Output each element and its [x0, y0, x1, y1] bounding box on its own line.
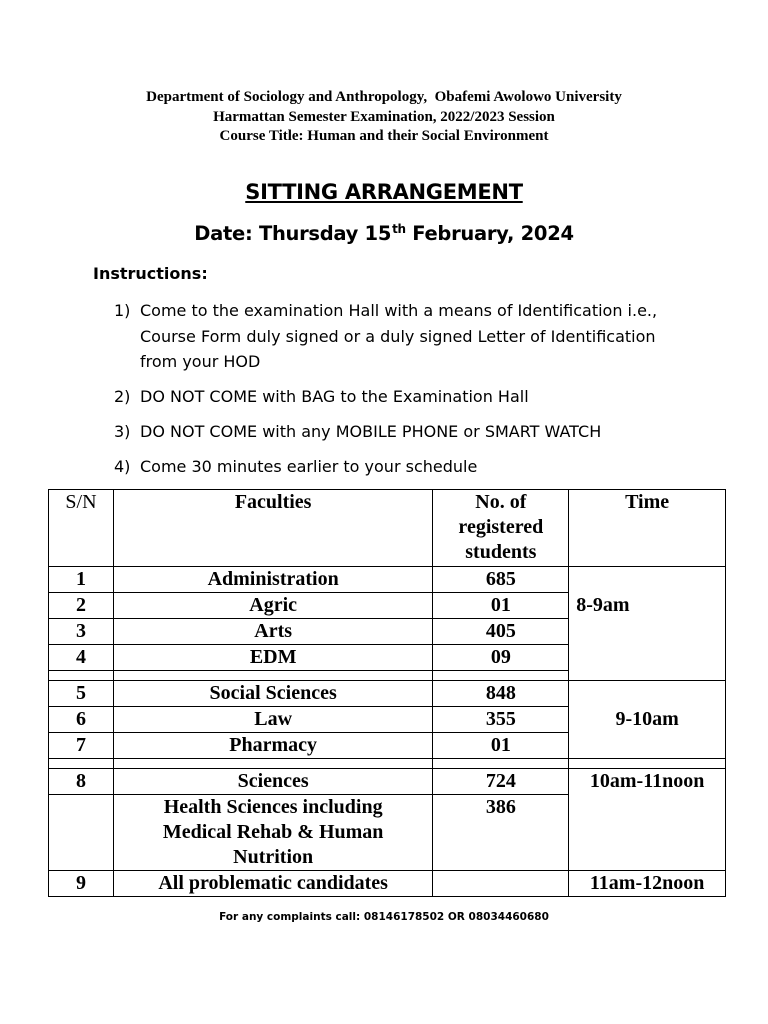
spacer-cell [569, 759, 726, 769]
header-course-title: Course Title: Human and their Social Environment [219, 128, 549, 144]
faculty-cell: All problematic candidates [113, 871, 432, 897]
time-cell: 10am-11noon [569, 769, 726, 871]
instruction-number: 3) [114, 422, 131, 441]
header-department: Department of Sociology and Anthropology, Obafemi Awolowo University [146, 89, 622, 105]
sn-cell: 9 [49, 871, 114, 897]
table-row [49, 681, 726, 707]
instruction-text: Come to the examination Hall with a means of Identification i.e., Course Form duly signed or a duly signed Letter of Identification from your HOD [140, 301, 658, 371]
spacer-cell [49, 671, 114, 681]
sn-cell: 7 [49, 733, 114, 759]
faculty-cell: Pharmacy [113, 733, 432, 759]
instruction-number: 4) [114, 457, 131, 476]
faculty-cell: Social Sciences [113, 681, 432, 707]
sn-cell [49, 795, 114, 871]
table-row [49, 567, 726, 593]
sn-cell: 3 [49, 619, 114, 645]
sn-cell: 6 [49, 707, 114, 733]
document-header [0, 88, 768, 147]
sn-cell: 4 [49, 645, 114, 671]
count-cell: 386 [433, 795, 569, 871]
instruction-text: DO NOT COME with BAG to the Examination Hall [140, 387, 529, 406]
count-cell: 848 [433, 681, 569, 707]
sn-cell: 1 [49, 567, 114, 593]
count-cell: 01 [433, 733, 569, 759]
table-row [49, 769, 726, 795]
count-cell: 355 [433, 707, 569, 733]
faculty-cell: EDM [113, 645, 432, 671]
faculty-cell: Law [113, 707, 432, 733]
table-header-row [49, 490, 726, 567]
instruction-number: 1) [114, 301, 131, 320]
faculty-cell: Sciences [113, 769, 432, 795]
count-cell: 01 [433, 593, 569, 619]
header-registered: No. of registered students [433, 490, 569, 567]
faculty-cell: Health Sciences including Medical Rehab & Human Nutrition [113, 795, 432, 871]
count-cell: 09 [433, 645, 569, 671]
date-rest: February, 2024 [405, 222, 574, 245]
date-ordinal: th [392, 222, 406, 236]
faculty-cell: Arts [113, 619, 432, 645]
page-title: SITTING ARRANGEMENT [245, 180, 523, 204]
instruction-text: Come 30 minutes earlier to your schedule [140, 457, 478, 476]
header-exam-session: Harmattan Semester Examination, 2022/2023 Session [213, 108, 555, 125]
header-faculties: Faculties [113, 490, 432, 567]
time-cell: 9-10am [569, 681, 726, 759]
count-cell: 685 [433, 567, 569, 593]
count-cell: 724 [433, 769, 569, 795]
complaints-footer: For any complaints call: 08146178502 OR 08034460680 [219, 911, 549, 923]
spacer-cell [49, 759, 114, 769]
instructions-title: Instructions: [93, 264, 208, 283]
sn-cell: 8 [49, 769, 114, 795]
sitting-arrangement-table [48, 489, 726, 897]
time-cell: 11am-12noon [569, 871, 726, 897]
spacer-row [49, 759, 726, 769]
count-cell: 405 [433, 619, 569, 645]
header-sn: S/N [49, 490, 114, 567]
spacer-cell [113, 759, 432, 769]
spacer-cell [113, 671, 432, 681]
exam-date [0, 222, 768, 245]
date-prefix: Date: Thursday 15 [194, 222, 392, 245]
spacer-cell [433, 671, 569, 681]
instruction-text: DO NOT COME with any MOBILE PHONE or SMART WATCH [140, 422, 602, 441]
faculty-cell: Administration [113, 567, 432, 593]
header-time: Time [569, 490, 726, 567]
faculty-cell: Agric [113, 593, 432, 619]
sn-cell: 2 [49, 593, 114, 619]
time-cell: 8-9am [569, 567, 726, 681]
count-cell [433, 871, 569, 897]
instruction-number: 2) [114, 387, 131, 406]
sn-cell: 5 [49, 681, 114, 707]
spacer-cell [433, 759, 569, 769]
table-row [49, 871, 726, 897]
